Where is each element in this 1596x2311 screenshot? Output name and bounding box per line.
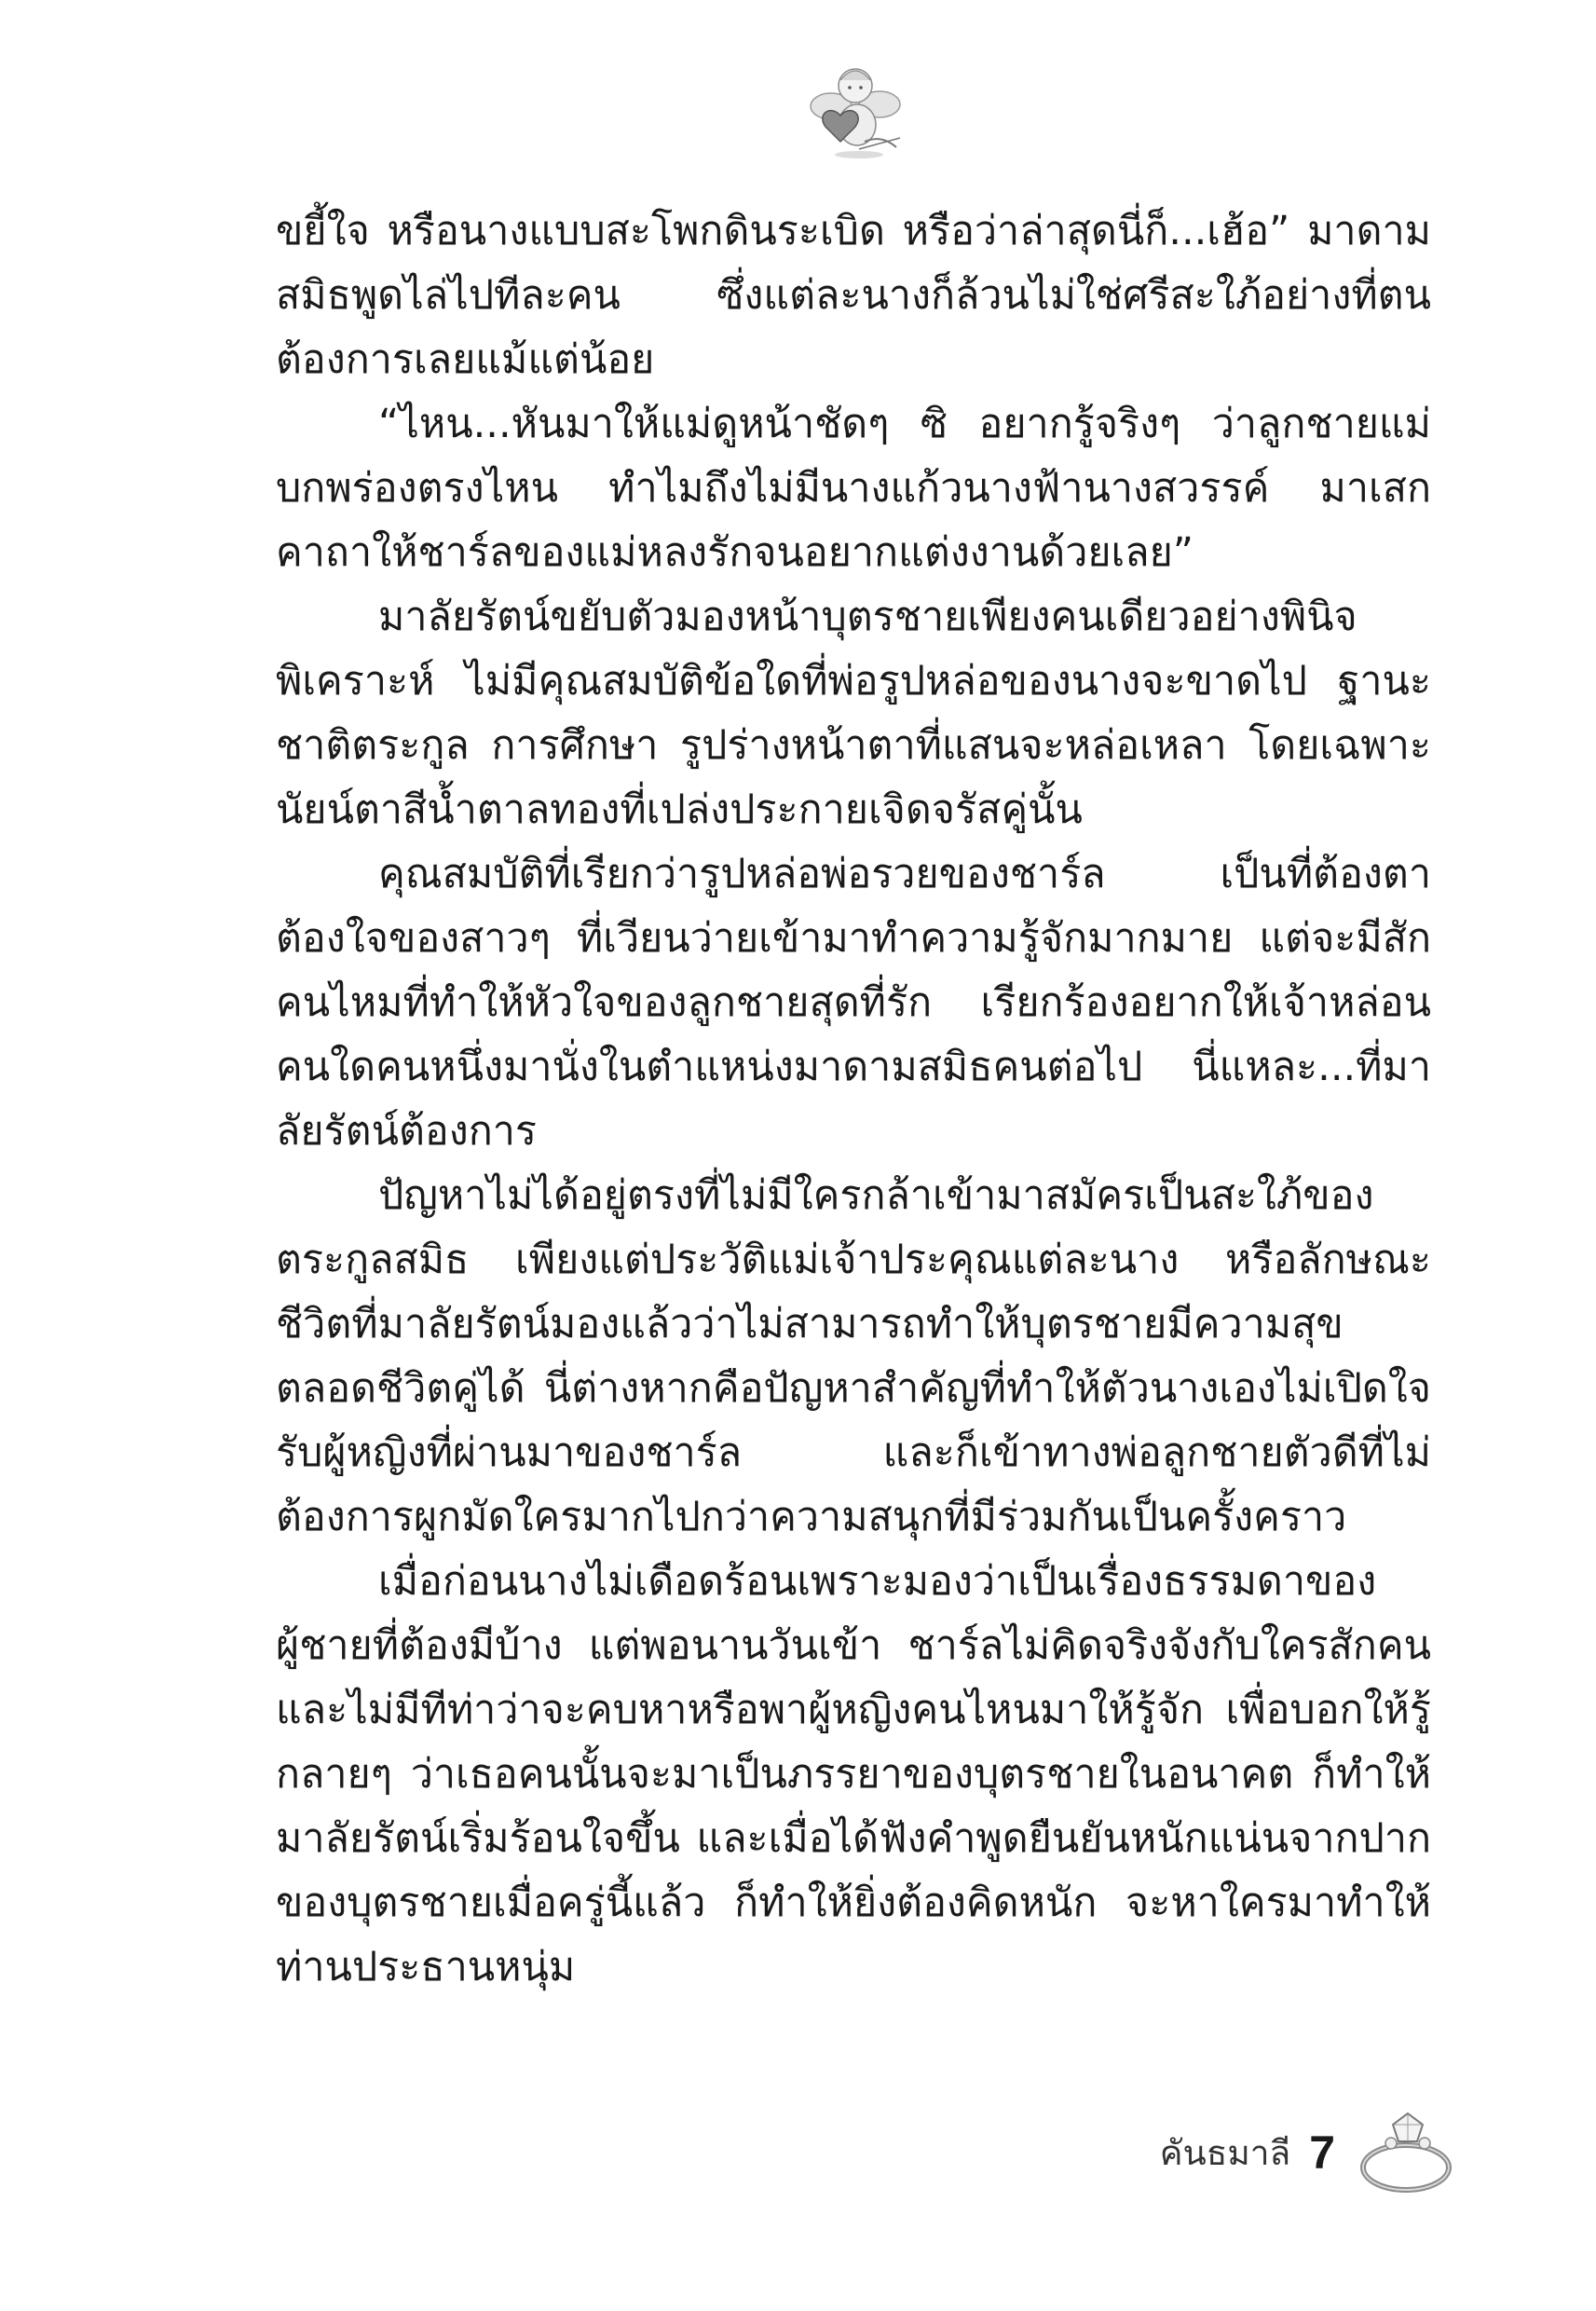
paragraph: ปัญหาไม่ได้อยู่ตรงที่ไม่มีใครกล้าเข้ามาสมัครเป็นสะใภ้ของตระกูลสมิธ เพียงแต่ประวัติแม่เจ้าประคุณแต่ละนาง หรือลักษณะชีวิตที่มาลัยรัตน์มองแล้วว่าไม่สามารถทำให้บุตรชายมีความสุขตลอดชีวิตคู่ได้ นี่ต่างหากคือปัญหาสำคัญที่ทำให้ตัวนางเองไม่เปิดใจรับผู้หญิงที่ผ่านมาของชาร์ล และก็เข้าทางพ่อลูกชายตัวดีที่ไม่ต้องการผูกมัดใครมากไปกว่าความสนุกที่มีร่วมกันเป็นครั้งคราว <box>276 1172 1431 1540</box>
cupid-heart-icon <box>803 58 906 160</box>
paragraph: มาลัยรัตน์ขยับตัวมองหน้าบุตรชายเพียงคนเดียวอย่างพินิจพิเคราะห์ ไม่มีคุณสมบัติข้อใดที่พ่อรูปหล่อของนางจะขาดไป ฐานะชาติตระกูล การศึกษา รูปร่างหน้าตาที่แสนจะหล่อเหลา โดยเฉพาะนัยน์ตาสีน้ำตาลทองที่เปล่งประกายเจิดจรัสคู่นั้น <box>276 594 1431 833</box>
paragraph: ขยี้ใจ หรือนางแบบสะโพกดินระเบิด หรือว่าล่าสุดนี่ก็...เฮ้อ” มาดามสมิธพูดไล่ไปทีละคน ซึ่งแต่ละนางก็ล้วนไม่ใช่ศรีสะใภ้อย่างที่ตนต้องการเลยแม้แต่น้อย <box>276 208 1431 383</box>
paragraph: “ไหน...หันมาให้แม่ดูหน้าชัดๆ ซิ อยากรู้จริงๆ ว่าลูกชายแม่บกพร่องตรงไหน ทำไมถึงไม่มีนางแก้วนางฟ้านางสวรรค์ มาเสกคาถาให้ชาร์ลของแม่หลงรักจนอยากแต่งงานด้วยเลย” <box>276 401 1431 576</box>
page-number: 7 <box>1309 2126 1335 2179</box>
paragraph: คุณสมบัติที่เรียกว่ารูปหล่อพ่อรวยของชาร์ล เป็นที่ต้องตาต้องใจของสาวๆ ที่เวียนว่ายเข้ามาทำความรู้จักมากมาย แต่จะมีสักคนไหมที่ทำให้หัวใจของลูกชายสุดที่รัก เรียกร้องอยากให้เจ้าหล่อนคนใดคนหนึ่งมานั่งในตำแหน่งมาดามสมิธคนต่อไป นี่แหละ...ที่มาลัยรัตน์ต้องการ <box>276 851 1431 1155</box>
page-footer <box>1160 2108 1464 2197</box>
book-title: คันธมาลี <box>1159 2132 1291 2173</box>
paragraph: เมื่อก่อนนางไม่เดือดร้อนเพราะมองว่าเป็นเรื่องธรรมดาของผู้ชายที่ต้องมีบ้าง แต่พอนานวันเข้า ชาร์ลไม่คิดจริงจังกับใครสักคน และไม่มีทีท่าว่าจะคบหาหรือพาผู้หญิงคนไหนมาให้รู้จัก เพื่อบอกให้รู้กลายๆ ว่าเธอคนนั้นจะมาเป็นภรรยาของบุตรชายในอนาคต ก็ทำให้มาลัยรัตน์เริ่มร้อนใจขึ้น และเมื่อได้ฟังคำพูดยืนยันหนักแน่นจากปากของบุตรชายเมื่อครู่นี้แล้ว ก็ทำให้ยิ่งต้องคิดหนัก จะหาใครมาทำให้ท่านประธานหนุ่ม <box>276 1558 1431 1990</box>
story-text <box>276 199 1431 2166</box>
diamond-ring-icon <box>1352 2106 1464 2199</box>
